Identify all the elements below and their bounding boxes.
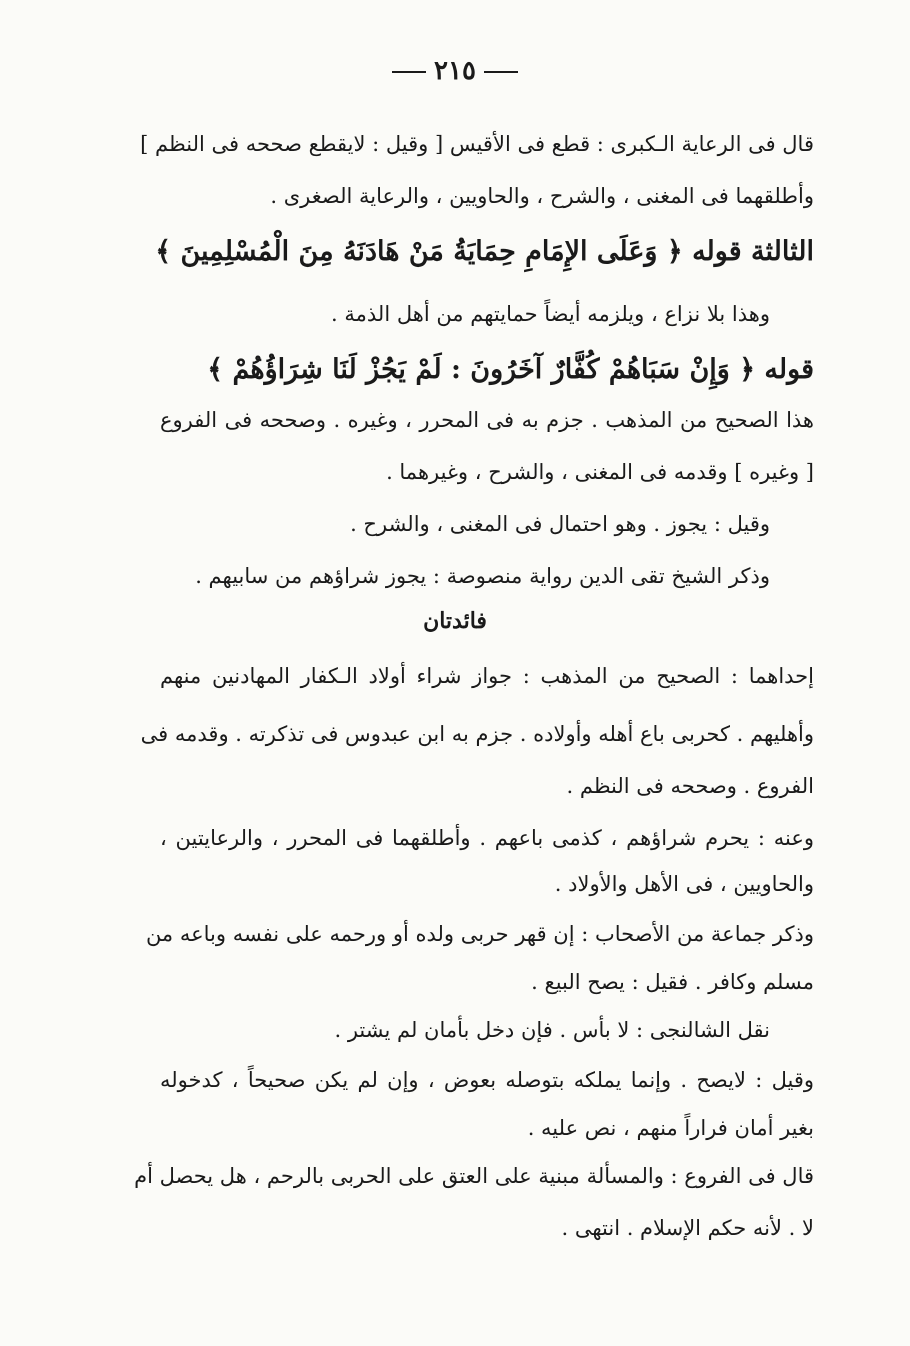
page-number-value: ٢١٥ [434,56,476,86]
text-line-4: وهذا بلا نزاع ، ويلزمه أيضاً حمايتهم من أهل الذمة . [331,302,770,326]
text-line-10: إحداهما : الصحيح من المذهب : جواز شراء أولاد الـكفار المهادنين منهم [160,664,814,688]
page-number [0,56,910,86]
text-line-11: وأهليهم . كحربى باع أهله وأولاده . جزم به ابن عبدوس فى تذكرته . وقدمه فى [140,722,814,746]
right-dash [484,71,518,73]
text-line-6: هذا الصحيح من المذهب . جزم به فى المحرر ، وغيره . وصححه فى الفروع [160,408,814,432]
quote-line-3: الثالثة قوله ﴿ وَعَلَى الإِمَامِ حِمَايَةُ مَنْ هَادَنَهُ مِنَ الْمُسْلِمِينَ ﴾ [155,236,814,267]
text-line-20: قال فى الفروع : والمسألة مبنية على العتق على الحربى بالرحم ، هل يحصل أم [134,1164,814,1188]
text-line-19: بغير أمان فراراً منهم ، نص عليه . [527,1116,814,1140]
text-line-9: وذكر الشيخ تقى الدين رواية منصوصة : يجوز شراؤهم من سابيهم . [195,564,770,588]
text-line-2: وأطلقهما فى المغنى ، والشرح ، والحاويين ، والرعاية الصغرى . [270,184,814,208]
heading-faidatan: فائدتان [423,608,487,634]
text-line-1: قال فى الرعاية الـكبرى : قطع فى الأقيس [ وقيل : لايقطع صححه فى النظم ] [140,132,814,156]
text-line-12: الفروع . وصححه فى النظم . [566,774,814,798]
quote-line-5: قوله ﴿ وَإِنْ سَبَاهُمْ كُفَّارٌ آخَرُونَ : لَمْ يَجُزْ لَنَا شِرَاؤُهُمْ ﴾ [207,354,814,385]
text-line-15: وذكر جماعة من الأصحاب : إن قهر حربى ولده أو ورحمه على نفسه وباعه من [145,922,814,946]
text-line-18: وقيل : لايصح . وإنما يملكه بتوصله بعوض ، وإن لم يكن صحيحاً ، كدخوله [160,1068,814,1092]
text-line-13: وعنه : يحرم شراؤهم ، كذمى باعهم . وأطلقهما فى المحرر ، والرعايتين ، [160,826,814,850]
text-line-7: [ وغيره ] وقدمه فى المغنى ، والشرح ، وغيرهما . [386,460,814,484]
text-line-14: والحاويين ، فى الأهل والأولاد . [554,872,814,896]
text-line-8: وقيل : يجوز . وهو احتمال فى المغنى ، والشرح . [350,512,770,536]
left-dash [392,71,426,73]
text-line-21: لا . لأنه حكم الإسلام . انتهى . [561,1216,814,1240]
text-line-17: نقل الشالنجى : لا بأس . فإن دخل بأمان لم يشتر . [334,1018,770,1042]
text-line-16: مسلم وكافر . فقيل : يصح البيع . [531,970,814,994]
